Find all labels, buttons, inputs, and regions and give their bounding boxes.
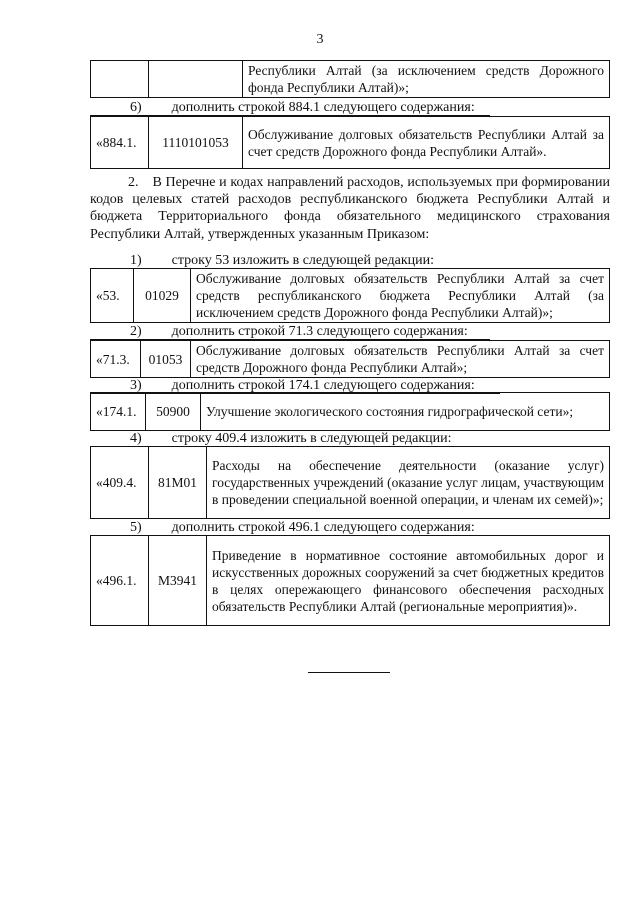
row-code-cell: 01053 (141, 341, 191, 378)
row-description-cell: Республики Алтай (за исключением средств Дорожного фонда Республики Алтай)»; (243, 61, 610, 98)
row-description-cell: Обслуживание долговых обязательств Республики Алтай за счет средств Дорожного фонда Республики Алтай»; (191, 341, 610, 378)
row-number-cell: «174.1. (91, 393, 146, 431)
row-description-cell: Обслуживание долговых обязательств Республики Алтай за счет средств Дорожного фонда Республики Алтай». (243, 117, 610, 169)
item-text: строку 53 изложить в следующей редакции: (171, 253, 435, 268)
item-1 (130, 252, 434, 269)
row-number-cell: «884.1. (91, 117, 149, 169)
paragraph-2: 2. В Перечне и кодах направлений расходов, используемых при формировании кодов целевых статей расходов республиканского бюджета Республики Алтай и бюджета Территориального фонда обязательного медицинского страхования Республики Алтай, утвержденных указанным Приказом: (90, 175, 610, 242)
item-label: 3) (130, 378, 142, 393)
table-row-71 (90, 340, 610, 378)
item-text: дополнить строкой 71.3 следующего содержания: (171, 324, 468, 339)
end-of-document-line (308, 672, 390, 673)
table-row-174 (90, 392, 610, 431)
table-row-884 (90, 116, 610, 169)
table-row-409 (90, 446, 610, 519)
row-description-cell: Расходы на обеспечение деятельности (оказание услуг) государственных учреждений (оказание услуг лицам, участвующим в проведении специальной военной операции, и членам их семей)»; (207, 447, 610, 519)
row-code-cell: 1110101053 (149, 117, 243, 169)
table-row (91, 393, 610, 431)
item-5 (130, 519, 475, 536)
item-text: дополнить строкой 884.1 следующего содержания: (171, 100, 475, 115)
table-continuation (90, 60, 610, 98)
item-text: дополнить строкой 174.1 следующего содержания: (171, 378, 475, 393)
table-row (91, 447, 610, 519)
item-label: 2) (130, 324, 142, 339)
row-code-cell: М3941 (149, 536, 207, 626)
table-row-496 (90, 535, 610, 626)
row-number-cell: «496.1. (91, 536, 149, 626)
page-number: 3 (316, 32, 324, 47)
table-row (91, 117, 610, 169)
table-row (91, 61, 610, 98)
item-label: 5) (130, 520, 142, 535)
table-row-53 (90, 268, 610, 323)
row-number-cell: «409.4. (91, 447, 149, 519)
item-label: 6) (130, 100, 142, 115)
row-number-cell (91, 61, 149, 98)
row-code-cell: 01029 (134, 269, 191, 323)
table-row (91, 269, 610, 323)
row-description-cell: Улучшение экологического состояния гидрографической сети»; (201, 393, 610, 431)
item-label: 1) (130, 253, 142, 268)
row-description-cell: Обслуживание долговых обязательств Республики Алтай за счет средств республиканского бюджета Республики Алтай (за исключением средств Дорожного фонда Республики Алтай)»; (191, 269, 610, 323)
row-number-cell: «71.3. (91, 341, 141, 378)
table-row (91, 341, 610, 378)
item-text: строку 409.4 изложить в следующей редакции: (171, 431, 452, 446)
item-label: 4) (130, 431, 142, 446)
row-code-cell (149, 61, 243, 98)
row-code-cell: 50900 (146, 393, 201, 431)
row-description-cell: Приведение в нормативное состояние автомобильных дорог и искусственных дорожных сооружений за счет бюджетных кредитов в целях опережающего финансового обеспечения расходных обязательств Республики Алтай (региональные мероприятия)». (207, 536, 610, 626)
item-text: дополнить строкой 496.1 следующего содержания: (171, 520, 475, 535)
row-code-cell: 81М01 (149, 447, 207, 519)
table-row (91, 536, 610, 626)
row-number-cell: «53. (91, 269, 134, 323)
item-2 (130, 323, 468, 340)
item-4 (130, 430, 452, 447)
item-6 (130, 99, 475, 116)
